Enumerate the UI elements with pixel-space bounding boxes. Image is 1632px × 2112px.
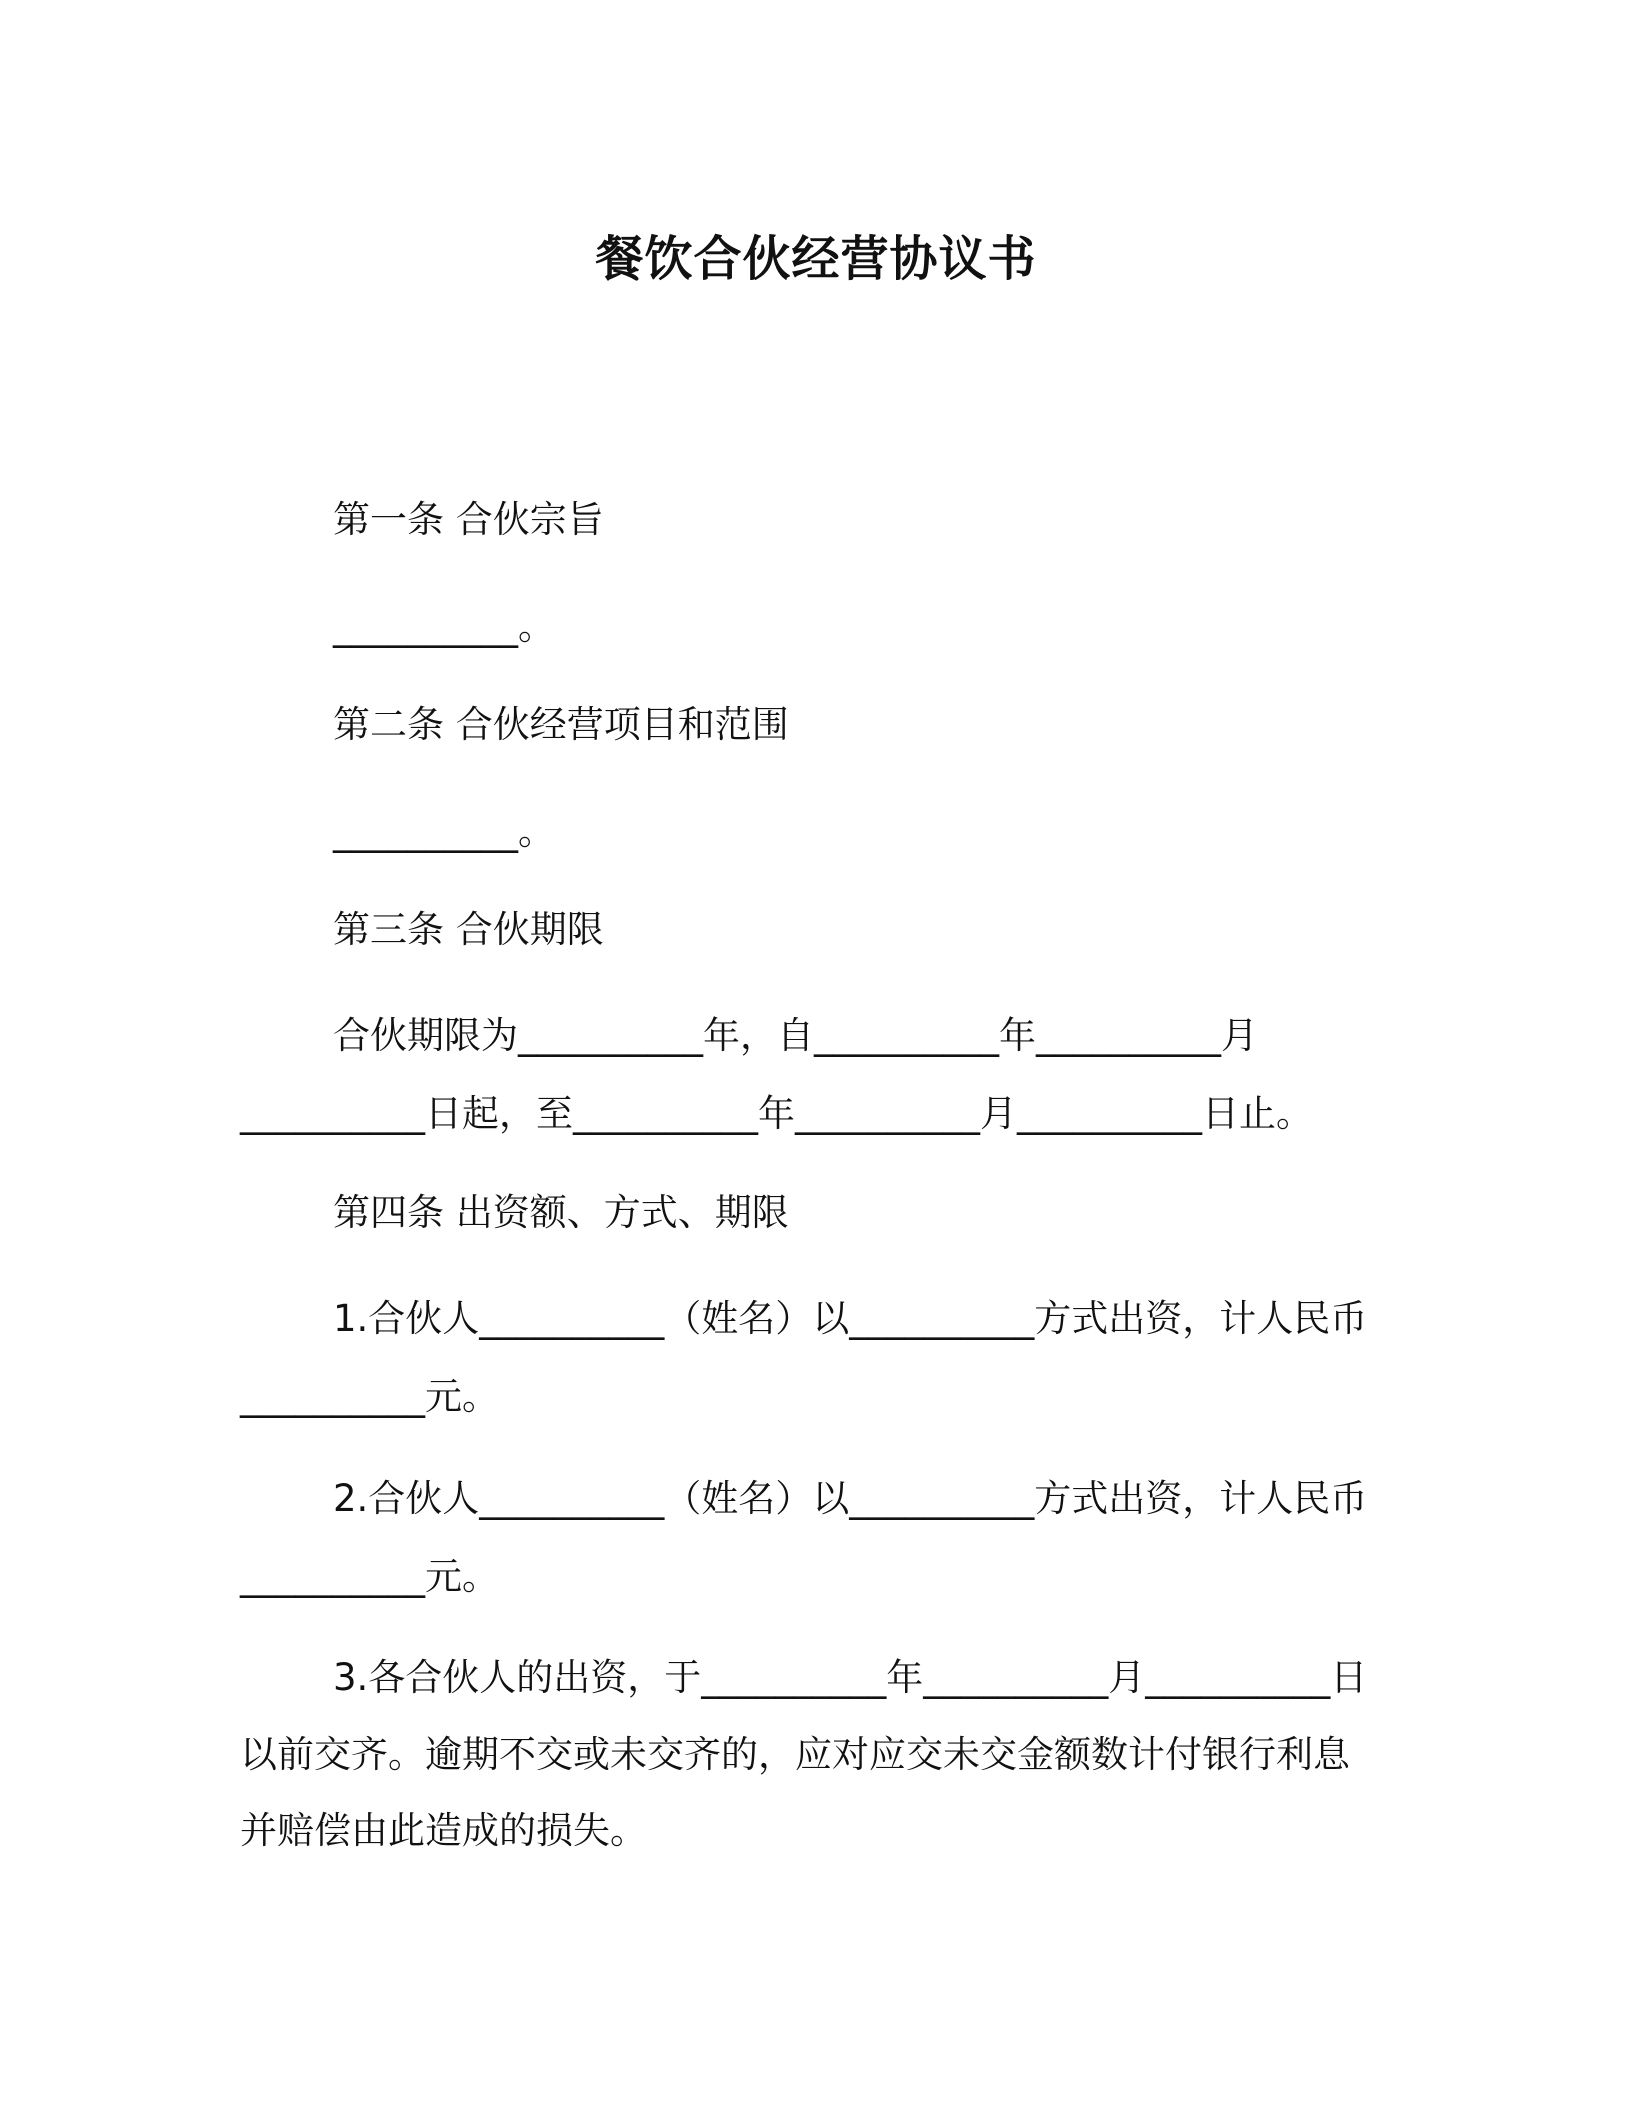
article-3-text-line-2: __________日起，至__________年__________月__________日止。	[240, 1092, 1313, 1135]
article-3-text-line-1: 合伙期限为__________年，自__________年__________月	[333, 1014, 1258, 1057]
clause-4-3-line-2: 以前交齐。逾期不交或未交齐的，应对应交未交金额数计付银行利息	[240, 1733, 1350, 1776]
article-4-heading: 第四条 出资额、方式、期限	[333, 1191, 789, 1234]
article-2-blank: __________。	[333, 810, 555, 853]
clause-4-3-line-1: 3.各合伙人的出资，于__________年__________月__________日	[333, 1656, 1368, 1699]
article-1-blank: __________。	[333, 605, 555, 648]
document-title: 餐饮合伙经营协议书	[595, 231, 1037, 287]
clause-4-1-line-2: __________元。	[240, 1375, 499, 1418]
clause-4-3-line-3: 并赔偿由此造成的损失。	[240, 1809, 647, 1852]
clause-4-2-line-1: 2.合伙人__________（姓名）以__________方式出资，计人民币	[333, 1477, 1368, 1520]
article-2-heading: 第二条 合伙经营项目和范围	[333, 703, 789, 746]
article-1-heading: 第一条 合伙宗旨	[333, 498, 604, 541]
clause-4-2-line-2: __________元。	[240, 1555, 499, 1598]
clause-4-1-line-1: 1.合伙人__________（姓名）以__________方式出资，计人民币	[333, 1297, 1368, 1340]
article-3-heading: 第三条 合伙期限	[333, 908, 604, 951]
